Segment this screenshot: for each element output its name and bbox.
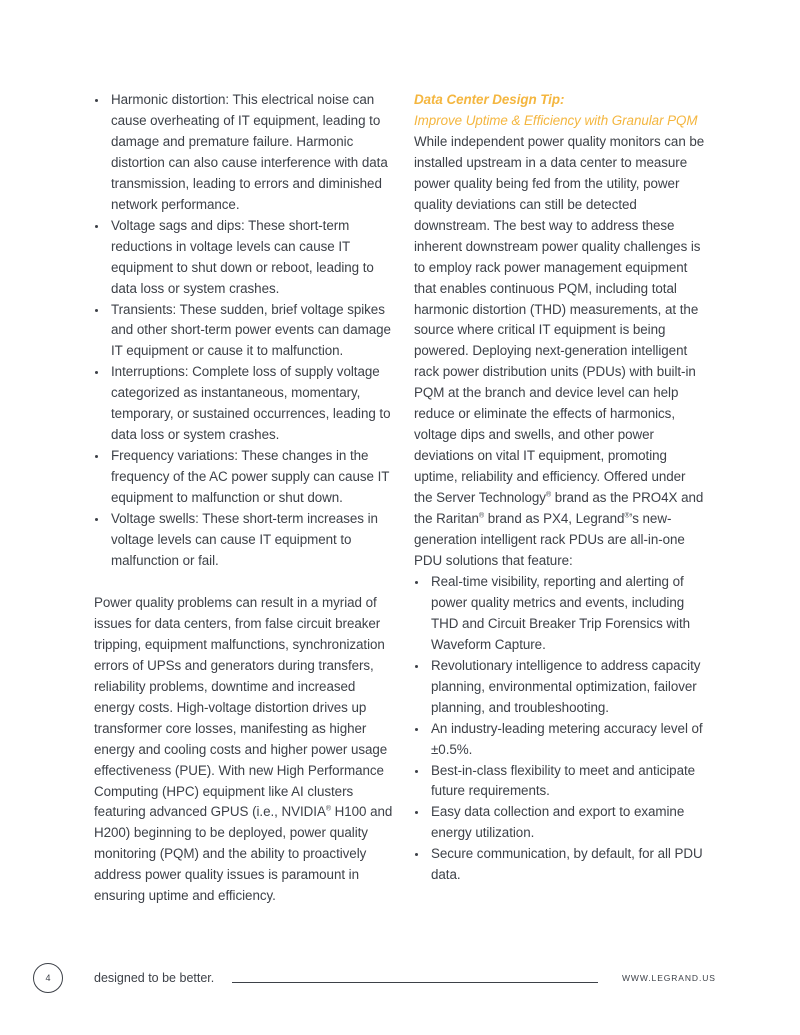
list-item: Real-time visibility, reporting and alerting of power quality metrics and events, including THD and Circuit Breaker Trip Forensics with Waveform Capture. — [414, 572, 706, 656]
page-number: 4 — [33, 963, 63, 993]
body-text: H100 and H200) beginning to be deployed, power quality monitoring (PQM) and the ability to proactively address power quality issues is paramount in ensuring uptime and efficiency. — [94, 804, 393, 904]
footer-divider — [232, 982, 598, 983]
list-item: Transients: These sudden, brief voltage spikes and other short-term power events can damage IT equipment or cause it to malfunction. — [94, 300, 394, 363]
registered-mark: ® — [545, 491, 552, 499]
footer-tagline: designed to be better. — [94, 971, 215, 985]
body-paragraph — [94, 593, 394, 907]
list-item: Harmonic distortion: This electrical noise can cause overheating of IT equipment, leading to damage and premature failure. Harmonic distortion can also cause interference with data transmission, leading to errors and diminished network performance. — [94, 90, 394, 216]
power-problem-list — [94, 90, 394, 572]
list-item: Voltage swells: These short-term increases in voltage levels can cause IT equipment to malfunction or fail. — [94, 509, 394, 572]
registered-mark: ® — [325, 805, 331, 813]
body-text: While independent power quality monitors can be installed upstream in a data center to measure power quality being fed from the utility, power quality deviations can still be detected downstream. The best way to address these inherent downstream power quality challenges is to employ rack power management equipment that enables continuous PQM, including total harmonic distortion (THD) measurements, at the source where critical IT equipment is being powered. Deploying next-generation intelligent rack power distribution units (PDUs) with built-in PQM at the branch and device level can help reduce or eliminate the effects of harmonics, voltage dips and swells, and other power deviations on vital IT equipment, promoting uptime, reliability and efficiency. Offered under the Server Technology — [414, 133, 705, 506]
page-footer — [0, 960, 800, 1000]
pdu-feature-list — [414, 572, 706, 886]
list-item: Secure communication, by default, for all PDU data. — [414, 844, 706, 886]
right-column — [414, 90, 706, 886]
list-item: Best-in-class flexibility to meet and anticipate future requirements. — [414, 761, 706, 803]
registered-mark: ® — [624, 512, 630, 520]
left-column — [94, 90, 394, 907]
footer-website: WWW.LEGRAND.US — [622, 973, 716, 983]
list-item: Revolutionary intelligence to address capacity planning, environmental optimization, failover planning, and troubleshooting. — [414, 656, 706, 719]
body-text: brand as the PRO4X and the Raritan — [414, 490, 704, 527]
body-text: ’s new-generation intelligent rack PDUs are all-in-one PDU solutions that feature: — [414, 511, 685, 568]
list-item: Easy data collection and export to examine energy utilization. — [414, 802, 706, 844]
body-text: Power quality problems can result in a myriad of issues for data centers, from false circuit breaker tripping, equipment malfunctions, synchronization errors of UPSs and generators during transfers, reliability problems, downtime and increased energy costs. High-voltage distortion drives up transformer core losses, manifesting as higher energy and cooling costs and higher power usage effectiveness (PUE). With new High Performance Computing (HPC) equipment like AI clusters featuring advanced GPUS (i.e., NVIDIA — [94, 594, 388, 820]
list-item: Voltage sags and dips: These short-term reductions in voltage levels can cause IT equipment to shut down or reboot, leading to data loss or system crashes. — [94, 216, 394, 300]
tip-subtitle: Improve Uptime & Efficiency with Granular PQM — [414, 112, 698, 128]
list-item: An industry-leading metering accuracy level of ±0.5%. — [414, 719, 706, 761]
registered-mark: ® — [478, 512, 485, 520]
tip-title: Data Center Design Tip: — [414, 92, 565, 107]
body-text: brand as PX4, Legrand — [484, 511, 625, 527]
list-item: Interruptions: Complete loss of supply voltage categorized as instantaneous, momentary, temporary, or sustained occurrences, leading to data loss or system crashes. — [94, 362, 394, 446]
list-item: Frequency variations: These changes in the frequency of the AC power supply can cause IT equipment to malfunction or shut down. — [94, 446, 394, 509]
tip-body — [414, 132, 706, 572]
